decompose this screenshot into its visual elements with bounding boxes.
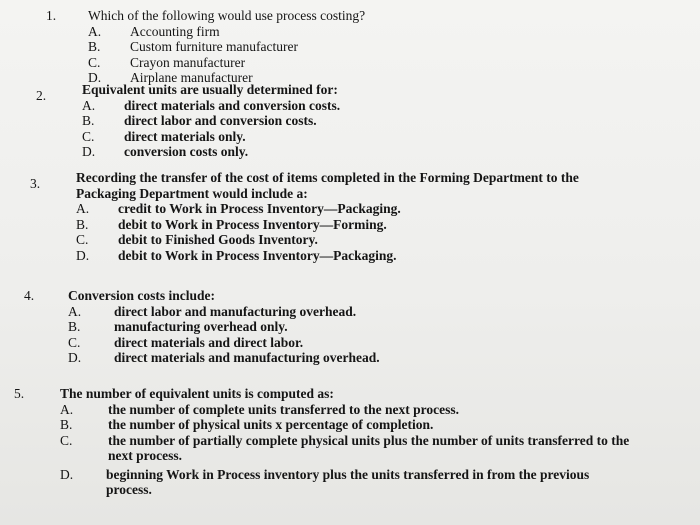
option-text: direct materials and conversion costs. [124, 97, 341, 113]
option-text: Airplane manufacturer [130, 70, 253, 85]
option-text: debit to Work in Process Inventory—Forming. [118, 216, 387, 232]
option-letter: A. [60, 401, 74, 417]
question-2-option-d [82, 144, 340, 160]
question-3-option-c [76, 232, 579, 248]
option-text: direct labor and conversion costs. [124, 113, 317, 128]
option-text-line-1: beginning Work in Process inventory plus the units transferred in from the previous [106, 466, 590, 482]
option-letter: A. [68, 303, 82, 319]
option-letter: B. [88, 39, 101, 54]
question-2-stem: Equivalent units are usually determined for: [82, 82, 338, 97]
question-3 [76, 170, 579, 263]
question-4-stem: Conversion costs include: [68, 288, 216, 303]
option-text: Custom furniture manufacturer [130, 39, 298, 54]
question-5-option-d [60, 467, 629, 498]
option-letter: A. [88, 23, 102, 39]
question-4-option-c [68, 335, 380, 351]
question-1-option-a [88, 24, 365, 40]
question-2-option-b [82, 113, 340, 129]
option-letter: A. [76, 201, 90, 216]
question-1-number: 1. [46, 8, 57, 23]
option-text: Accounting firm [130, 23, 220, 39]
option-letter: B. [76, 216, 89, 232]
option-text: Crayon manufacturer [130, 54, 246, 70]
question-4 [68, 288, 380, 366]
option-letter: C. [82, 128, 95, 144]
option-letter: D. [68, 350, 82, 365]
question-3-stem-line-2: Packaging Department would include a: [76, 185, 308, 201]
option-letter: A. [82, 97, 96, 113]
option-text: debit to Finished Goods Inventory. [118, 232, 318, 247]
option-text: manufacturing overhead only. [114, 319, 288, 334]
question-1-option-b [88, 39, 365, 55]
option-letter: C. [88, 54, 101, 70]
option-text-line-1: the number of partially complete physical units plus the number of units transferred to the [108, 432, 630, 448]
option-letter: D. [88, 70, 102, 85]
option-letter: C. [60, 432, 73, 448]
option-text: credit to Work in Process Inventory—Packaging. [118, 201, 401, 216]
option-text: direct materials and direct labor. [114, 334, 304, 350]
option-letter: C. [76, 232, 89, 247]
question-4-option-b [68, 319, 380, 335]
option-text: direct labor and manufacturing overhead. [114, 303, 357, 319]
question-3-option-a [76, 201, 579, 217]
question-5 [60, 386, 629, 498]
question-2 [82, 82, 340, 160]
option-text: conversion costs only. [124, 144, 249, 159]
question-3-option-b [76, 217, 579, 233]
question-4-option-d [68, 350, 380, 366]
question-4-number: 4. [24, 288, 35, 303]
question-5-option-c [60, 433, 629, 464]
option-text-line-2: next process. [108, 448, 182, 463]
question-2-option-a [82, 98, 340, 114]
question-5-stem: The number of equivalent units is computed as: [60, 386, 334, 401]
question-5-number: 5. [14, 386, 25, 401]
option-letter: D. [76, 247, 90, 263]
question-3-number: 3. [30, 176, 41, 191]
question-1-option-c [88, 55, 365, 71]
question-5-option-a [60, 402, 629, 418]
option-letter: D. [60, 466, 74, 482]
option-text-line-2: process. [106, 482, 152, 497]
question-1-stem: Which of the following would use process costing? [88, 8, 366, 23]
option-letter: C. [68, 334, 81, 350]
option-text: the number of physical units x percentage of completion. [108, 417, 434, 432]
question-3-stem-line-1: Recording the transfer of the cost of items completed in the Forming Department to the [76, 170, 579, 185]
option-text: debit to Work in Process Inventory—Packaging. [118, 247, 397, 263]
option-letter: B. [82, 113, 95, 128]
option-letter: D. [82, 144, 96, 159]
option-text: the number of complete units transferred to the next process. [108, 401, 459, 417]
question-4-option-a [68, 304, 380, 320]
option-text: direct materials and manufacturing overhead. [114, 350, 380, 365]
question-2-number: 2. [36, 88, 47, 103]
option-letter: B. [60, 417, 73, 432]
question-3-option-d [76, 248, 579, 264]
question-5-option-b [60, 417, 629, 433]
option-text: direct materials only. [124, 128, 246, 144]
question-1 [88, 8, 365, 86]
option-letter: B. [68, 319, 81, 334]
question-2-option-c [82, 129, 340, 145]
